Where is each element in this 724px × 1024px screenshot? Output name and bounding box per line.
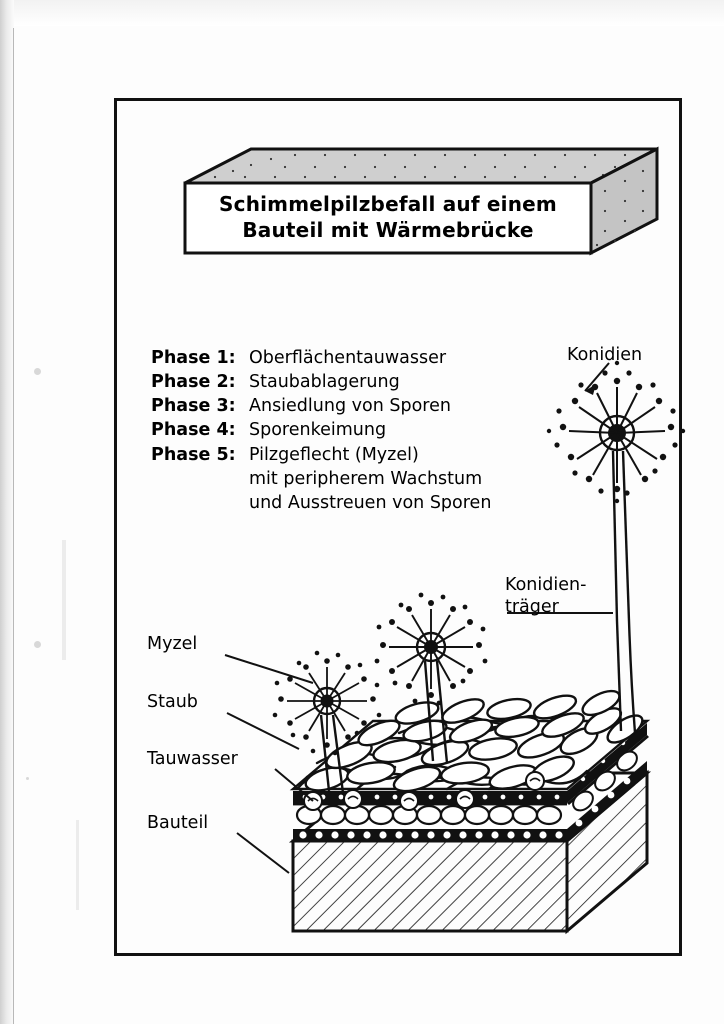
callout-tauwasser: Tauwasser bbox=[147, 749, 238, 769]
scan-left-edge bbox=[0, 0, 14, 1024]
callout-konidientraeger bbox=[505, 575, 586, 619]
phase-4-text: Sporenkeimung bbox=[249, 420, 387, 441]
callout-konidien: Konidien bbox=[567, 345, 643, 365]
scan-streak bbox=[76, 820, 79, 910]
scan-speck bbox=[34, 641, 41, 648]
figure-title-line-2: Bauteil mit Wärmebrücke bbox=[242, 218, 534, 242]
phase-3-label: Phase 3: bbox=[151, 396, 236, 417]
callout-myzel: Myzel bbox=[147, 634, 198, 654]
callout-bauteil: Bauteil bbox=[147, 813, 209, 833]
phase-1-label: Phase 1: bbox=[151, 348, 236, 368]
conidia-head-right bbox=[547, 361, 685, 503]
conidia-head-middle bbox=[375, 593, 488, 706]
phase-5-continuation-line-1: mit peripherem Wachstum bbox=[249, 468, 483, 489]
scan-streak bbox=[62, 540, 66, 660]
phase-2-text: Staubablagerung bbox=[249, 372, 400, 393]
callout-staub: Staub bbox=[147, 692, 198, 712]
callout-konidientraeger-line-2: träger bbox=[505, 596, 559, 617]
phase-5-continuation-line-2: und Ausstreuen von Sporen bbox=[249, 492, 492, 513]
phase-4-label: Phase 4: bbox=[151, 420, 236, 441]
figure-title-line-1: Schimmelpilzbefall auf einem bbox=[219, 192, 557, 217]
phase-5-label: Phase 5: bbox=[151, 444, 236, 465]
scan-speck bbox=[34, 368, 41, 375]
callout-konidientraeger-line-1: Konidien- bbox=[505, 575, 587, 595]
phase-5-text: Pilzgeflecht (Myzel) bbox=[249, 444, 419, 465]
scan-top-shading bbox=[0, 0, 724, 26]
phase-1-text: Oberflächentauwasser bbox=[249, 348, 447, 368]
scan-left-fold-line bbox=[13, 28, 14, 1024]
figure-border bbox=[114, 98, 682, 956]
phase-2-label: Phase 2: bbox=[151, 372, 236, 393]
scan-speck bbox=[26, 777, 29, 780]
phase-3-text: Ansiedlung von Sporen bbox=[249, 396, 451, 417]
